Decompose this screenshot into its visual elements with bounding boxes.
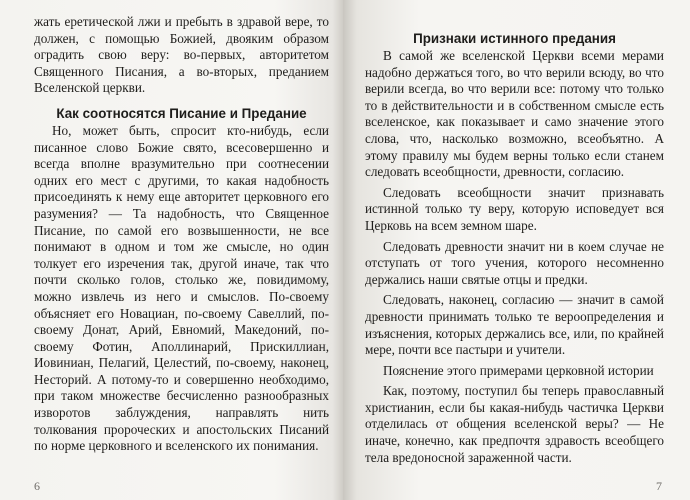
section-title-scripture-tradition: Как соотносятся Писание и Предание xyxy=(56,105,307,121)
paragraph-consent: Следовать, наконец, согласию — значит в самой древности принимать только те вероопределения и изъяснения, которых держались все, или, по крайней мере, почти все пастыри и учители. xyxy=(365,292,664,358)
paragraph-universality: Следовать всеобщности значит признавать истинной только ту веру, которую исповедует вся Церковь на всем земном шаре. xyxy=(365,184,664,233)
left-page xyxy=(0,0,343,500)
section-title-true-tradition: Признаки истинного предания xyxy=(413,31,616,46)
right-page xyxy=(343,0,690,500)
paragraph-interpretation: Но, может быть, спросит кто-нибудь, если писанное слово Божие свято, всесовершенно и всегда вполне вразумительно при соотнесении одних его мест с другими, то какая надобность присоединять к нему еще авторитет церковного его разумения? — Та надобность, что Священное Писание, по самой его возвышенности, не все понимают в одном и том же смысле, но один толкует его изречения так, другой иначе, так что почти сколько голов, столько же, повидимому, можно извлечь из него и смыслов. По-своему объясняет его Новациан, по-своему Савеллий, по-своему Донат, Арий, Евномий, Македоний, по-своему Фотин, Аполлинарий, Прискиллиан, Иовиниан, Пелагий, Целестий, по-своему, наконец, Несторий. А потому-то и совершенно необходимо, при таком множестве бесчисленно разнообразных изворотов заблуждения, направлять нить толкования пророческих и апостольских Писаний по норме церковного и вселенского их понимания. xyxy=(34,122,329,454)
paragraph-examples-heading: Пояснение этого примерами церковной истории xyxy=(383,362,654,378)
paragraph-antiquity: Следовать древности значит ни в коем случае не отступать от того учения, которого несомненно держались наши святые отцы и предки. xyxy=(365,238,664,287)
page-number-left: 6 xyxy=(34,479,40,493)
page-number-right: 7 xyxy=(656,479,662,493)
continued-paragraph: жать еретической лжи и пребыть в здравой вере, то должен, с помощью Божией, двояким образом оградить свою веру: во-первых, авторитетом Священного Писания, а во-вторых, преданием Вселенской церкви. xyxy=(34,14,329,96)
paragraph-universal-church: В самой же вселенской Церкви всеми мерами надобно держаться того, во что верили всюду, во что верили всегда, во что верили все: потому что только то в действительности и в собственном смысле есть вселенское, как показывает и само значение этого слова, что, насколько возможно, всеобъятно. А этому правилу мы будем верны только если станем следовать всеобщности, древности, согласию. xyxy=(365,48,664,180)
paragraph-orthodox-christian: Как, поэтому, поступил бы теперь православный христианин, если бы какая-нибудь частичка Церкви отделилась от общения вселенской веры? — Не иначе, конечно, как предпочтя здравость всеобщего тела вредоносной зараженной части. xyxy=(365,383,664,465)
